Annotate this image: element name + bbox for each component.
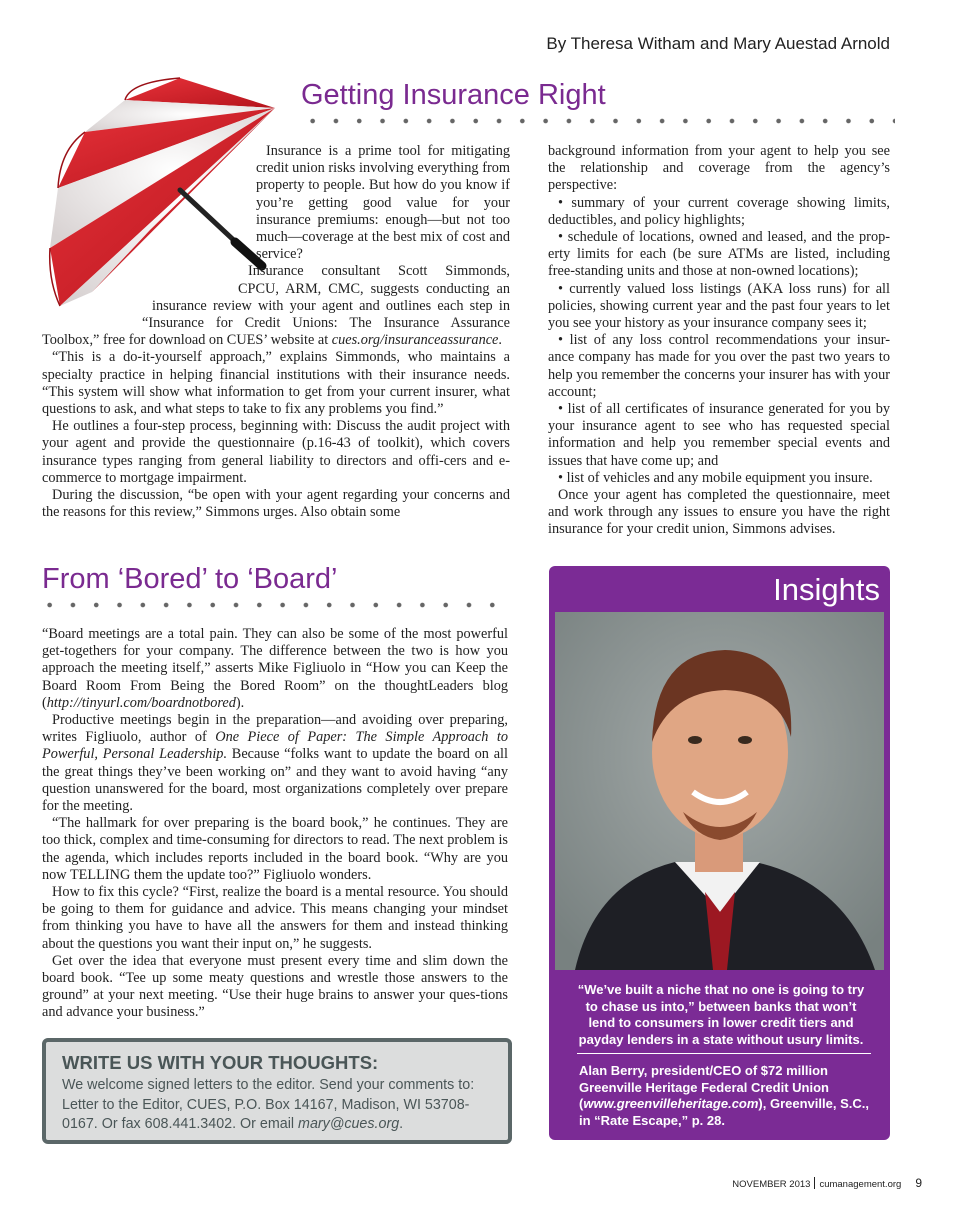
article1-paragraph: “This is a do-it-yourself approach,” explains Simmonds, who maintains a specialty practice in helping financial institutions with their insurance needs. “This system will show what information to get from your current insurer, what questions to ask, and what steps to take to fix any problems you find.” bbox=[42, 349, 510, 418]
article2-paragraph: “Board meetings are a total pain. They can also be some of the most powerful get-togethers for your company. The difference between the two is how you approach the meeting itself,” asserts Mike Figliuolo in “How you can Keep the Board Room From Being the Bored Room” on the thoughtLeaders blog (http://tinyurl.com/boardnotbored). bbox=[42, 626, 508, 711]
insights-panel bbox=[549, 566, 890, 1140]
write-us-box bbox=[42, 1038, 512, 1144]
article1-column2 bbox=[548, 143, 890, 539]
credit-union-link[interactable]: www.greenvilleheritage.com bbox=[583, 1096, 759, 1111]
bullet-item: • currently valued loss listings (AKA loss runs) for all policies, showing current year and the past four years to let you see your history as your insurance company sees it; bbox=[548, 280, 890, 332]
book-title: One Piece of Paper: The Simple Approach to Powerful, Personal Leadership. bbox=[42, 729, 508, 763]
byline: By Theresa Witham and Mary Auestad Arnold bbox=[546, 34, 890, 53]
title-divider bbox=[301, 118, 895, 124]
column2-closing: Once your agent has completed the questionnaire, meet and work through any issues to ensure you have the right insurance for your credit union, Simmons advises. bbox=[548, 487, 890, 538]
portrait-photo bbox=[555, 612, 884, 970]
article1-paragraph: Insurance is a prime tool for mitigating credit union risks involving everything from property to people. But how do you know if you’re getting good value for your insurance premiums: enough—but not too much—coverage at the best mix of cost and service? bbox=[256, 143, 510, 263]
article1-paragraph: Insurance consultant Scott Simmonds, CPCU, ARM, CMC, suggests conducting an insurance review with your agent and outlines each step in “Insurance for Credit Unions: The Insurance Assurance Toolbox,” free for download on CUES’ website at cues.org/insuranceassurance. bbox=[42, 263, 510, 349]
toolbox-link[interactable]: cues.org/insuranceassurance bbox=[331, 332, 499, 349]
column2-intro: background information from your agent to help you see the relationship and coverage from the agency’s perspective: bbox=[548, 143, 890, 194]
bullet-item: • list of vehicles and any mobile equipment you insure. bbox=[558, 469, 873, 486]
article2-paragraph: Get over the idea that everyone must present every time and slim down the board book. “Tee up some meaty questions and wrestle those answers to the ground” at your next meeting. “Use their huge brains to answer your ques-tions and advance your business.” bbox=[42, 952, 508, 1021]
quote-divider bbox=[577, 1053, 871, 1054]
write-us-title: WRITE US WITH YOUR THOUGHTS: bbox=[62, 1052, 379, 1073]
insights-title: Insights bbox=[773, 572, 880, 607]
article2-paragraph: How to fix this cycle? “First, realize the board is a mental resource. You should be going to them for guidance and advice. This means changing your mindset from thinking you have to have all the answers for them and instead thinking about the questions you want their input on,” he suggests. bbox=[42, 884, 508, 952]
article1-column1-text bbox=[42, 143, 510, 521]
article1-title: Getting Insurance Right bbox=[301, 79, 606, 111]
article2-title: From ‘Bored’ to ‘Board’ bbox=[42, 563, 338, 595]
article2-body bbox=[42, 626, 508, 1022]
article2-paragraph: Productive meetings begin in the preparation—and avoiding over preparing, writes Figliuolo, author of One Piece of Paper: The Simple Approach to Powerful, Personal Leadership. Because “folks want to update the board on all the great things they’ve been working on” and they want to avoid having “any question unanswered for the board, most organizations completely over prepare for the meeting. bbox=[42, 712, 508, 815]
title-divider bbox=[38, 602, 512, 608]
article1-paragraph: He outlines a four-step process, beginning with: Discuss the audit project with your agent and provide the questionnaire (p.16-43 of toolkit), which covers insurance types ranging from general liability to directors and offi-cers and e-commerce to mortgage impairment. bbox=[42, 418, 510, 486]
page-footer bbox=[732, 1176, 922, 1190]
bullet-item: • list of all certificates of insurance generated for you by your insurance agent to see who has requested special information and help you remember special events and issues that have come up; and bbox=[548, 401, 890, 469]
bullet-item: • summary of your current coverage showing limits, deductibles, and policy highlights; bbox=[548, 194, 890, 228]
portrait-illustration bbox=[555, 612, 884, 970]
blog-link[interactable]: http://tinyurl.com/boardnotbored bbox=[46, 694, 236, 711]
email-link[interactable]: mary@cues.org bbox=[298, 1116, 400, 1132]
page-number: 9 bbox=[915, 1176, 922, 1190]
footer-separator bbox=[814, 1177, 815, 1189]
site-link[interactable]: cumanagement.org bbox=[819, 1179, 902, 1190]
insights-attribution: Alan Berry, president/CEO of $72 million Greenville Heritage Federal Credit Union (www.greenvilleheritage.com), Greenville, S.C., in “Rate Escape,” p. 28. bbox=[579, 1063, 869, 1128]
write-us-body: We welcome signed letters to the editor. Send your comments to: Letter to the Editor, CUES, P.O. Box 14167, Madison, WI 53708-0167. Or fax 608.441.3402. Or email mary@cues.org. bbox=[62, 1077, 475, 1132]
issue-date: NOVEMBER 2013 bbox=[732, 1179, 811, 1190]
bullet-item: • list of any loss control recommendations your insur-ance company has made for you over the past two years to help you remember the concerns your insurer has with your account; bbox=[548, 332, 890, 400]
article1-paragraph: During the discussion, “be open with your agent regarding your concerns and the reasons for this review,” Simmons urges. Also obtain some bbox=[42, 487, 510, 521]
article2-paragraph: “The hallmark for over preparing is the board book,” he continues. They are too thick, complex and time-consuming for directors to read. The next problem is the agenda, which includes reports included in the board book. “Why are you now TELLING them the update too?” Figliuolo wonders. bbox=[42, 815, 508, 883]
bullet-item: • schedule of locations, owned and leased, and the prop-erty limits for each (be sure ATMs are listed, including free-standing units and those at non-owned locations); bbox=[548, 229, 890, 280]
insights-quote: “We’ve built a niche that no one is going to try to chase us into,” between banks that won’t lend to consumers in lower credit tiers and payday lenders in a state without usury limits. bbox=[577, 982, 865, 1047]
